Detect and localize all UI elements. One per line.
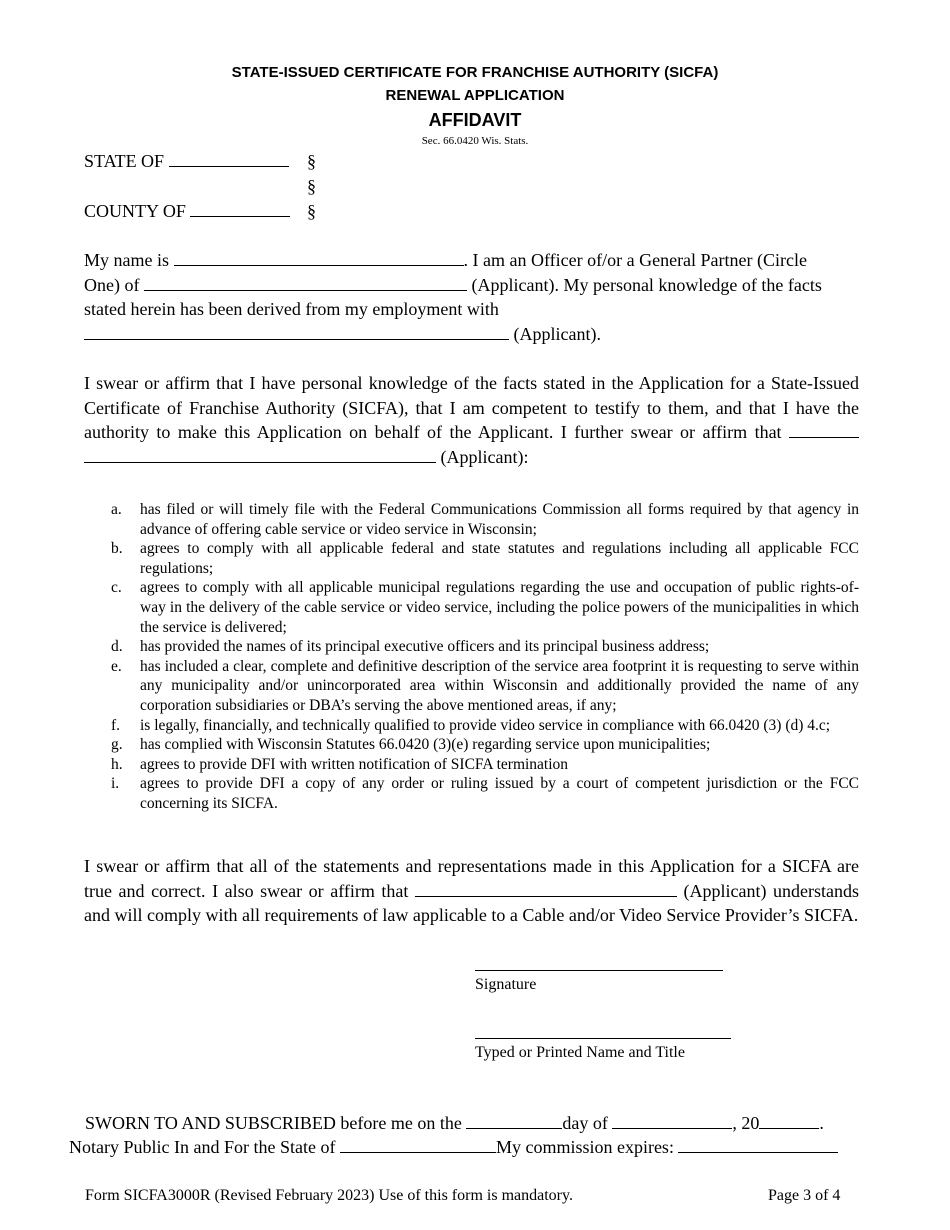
applicant-label: (Applicant): <box>440 446 529 467</box>
list-item: d. has provided the names of its principal executive officers and its principal business address; <box>111 638 710 656</box>
notary-line <box>69 1135 838 1158</box>
truth-paragraph <box>84 854 859 928</box>
compliance-text: (Applicant) understands and will comply with all requirements of law applicable to a Cable and/or Video Service Provider’s SICFA. <box>84 880 859 926</box>
county-of-field[interactable] <box>190 199 290 217</box>
truth-text: I swear or affirm that all of the statements and representations made in this Application for a SICFA are true and correct. I also swear or affirm that <box>84 856 859 901</box>
applicant-understands-field[interactable] <box>415 879 677 897</box>
county-of-label: COUNTY OF <box>84 201 186 221</box>
list-item: i. agrees to provide DFI a copy of any order or ruling issued by a court of competent jurisdiction or the FCC concerning its SICFA. <box>111 775 859 812</box>
officer-text: . I am an Officer of/or a General Partner (Circle <box>463 250 808 270</box>
section-symbol: § <box>307 151 316 171</box>
applicant-name-field-2[interactable] <box>84 445 436 463</box>
printed-name-line[interactable] <box>475 1038 731 1039</box>
commission-expires-text: My commission expires: <box>495 1137 674 1157</box>
section-symbol: § <box>307 201 316 221</box>
state-of-line <box>84 149 289 174</box>
list-item: e. has included a clear, complete and definitive description of the service area footprint it is requesting to serve within any municipality and/or unincorporated area within Wisconsin and additionally provided the name of any corporation subsidiaries or DBA’s serving the above mentioned areas, if any; <box>111 657 859 714</box>
form-subtitle: RENEWAL APPLICATION <box>385 87 565 104</box>
list-item: f. is legally, financially, and technically qualified to provide video service in compliance with 66.0420 (3) (d) 4.c; <box>111 716 831 734</box>
employer-field[interactable] <box>84 322 509 340</box>
page-number: Page 3 of 4 <box>768 1187 841 1204</box>
sworn-text: SWORN TO AND SUBSCRIBED before me on the <box>85 1113 462 1133</box>
state-of-label: STATE OF <box>84 151 165 171</box>
applicant-label: (Applicant). <box>513 323 601 344</box>
applicant-name-field-1[interactable] <box>789 420 859 438</box>
statute-reference: Sec. 66.0420 Wis. Stats. <box>421 135 529 147</box>
form-title: STATE-ISSUED CERTIFICATE FOR FRANCHISE AUTHORITY (SICFA) <box>231 64 719 81</box>
form-footer: Form SICFA3000R (Revised February 2023) Use of this form is mandatory. <box>85 1187 573 1204</box>
employment-text: stated herein has been derived from my employment with <box>84 299 499 320</box>
list-item: b. agrees to comply with all applicable federal and state statutes and regulations including all applicable FCC regulations; <box>111 540 859 577</box>
signature-label: Signature <box>475 976 537 993</box>
name-field[interactable] <box>174 248 464 266</box>
notary-state-field[interactable] <box>340 1135 496 1153</box>
year-field[interactable] <box>759 1111 819 1129</box>
notary-state-text: Notary Public In and For the State of <box>69 1137 336 1157</box>
day-of-text: day of <box>562 1113 608 1133</box>
list-item: h. agrees to provide DFI with written notification of SICFA termination <box>111 755 569 773</box>
my-name-label: My name is <box>84 250 169 270</box>
section-symbol: § <box>307 176 316 196</box>
list-item: g. has complied with Wisconsin Statutes 66.0420 (3)(e) regarding service upon municipalities; <box>111 736 711 754</box>
day-field[interactable] <box>466 1111 562 1129</box>
affirmation-list <box>111 500 859 814</box>
signature-line[interactable] <box>475 970 723 971</box>
year-prefix: , 20 <box>732 1113 760 1133</box>
sworn-line: SWORN TO AND SUBSCRIBED before me on the day of , 20 . <box>85 1113 824 1133</box>
affidavit-heading: AFFIDAVIT <box>428 110 522 130</box>
state-of-field[interactable] <box>169 149 289 167</box>
list-item: a. has filed or will timely file with the Federal Communications Commission all forms required by that agency in advance of offering cable service or video service in Wisconsin; <box>111 501 859 538</box>
list-item: c. agrees to comply with all applicable municipal regulations regarding the use and occupation of public rights-of-way in the delivery of the cable service or video service, including the police powers of the municipalities in which the service is delivered; <box>111 579 859 636</box>
swear-paragraph <box>84 371 859 469</box>
county-of-line <box>84 199 290 224</box>
applicant-field[interactable] <box>144 273 467 291</box>
printed-name-label: Typed or Printed Name and Title <box>475 1044 685 1061</box>
month-field[interactable] <box>612 1111 732 1129</box>
swear-text: I swear or affirm that I have personal knowledge of the facts stated in the Application for a State-Issued Certificate of Franchise Authority (SICFA), that I am competent to testify to them, and that I have the authority to make this Application on behalf of the Applicant. I further swear or affirm that <box>84 373 859 443</box>
one-of-label: One) of <box>84 274 140 295</box>
applicant-knowledge-text: (Applicant). My personal knowledge of the facts <box>471 274 822 295</box>
identity-paragraph <box>84 248 859 346</box>
commission-expires-field[interactable] <box>678 1135 838 1153</box>
